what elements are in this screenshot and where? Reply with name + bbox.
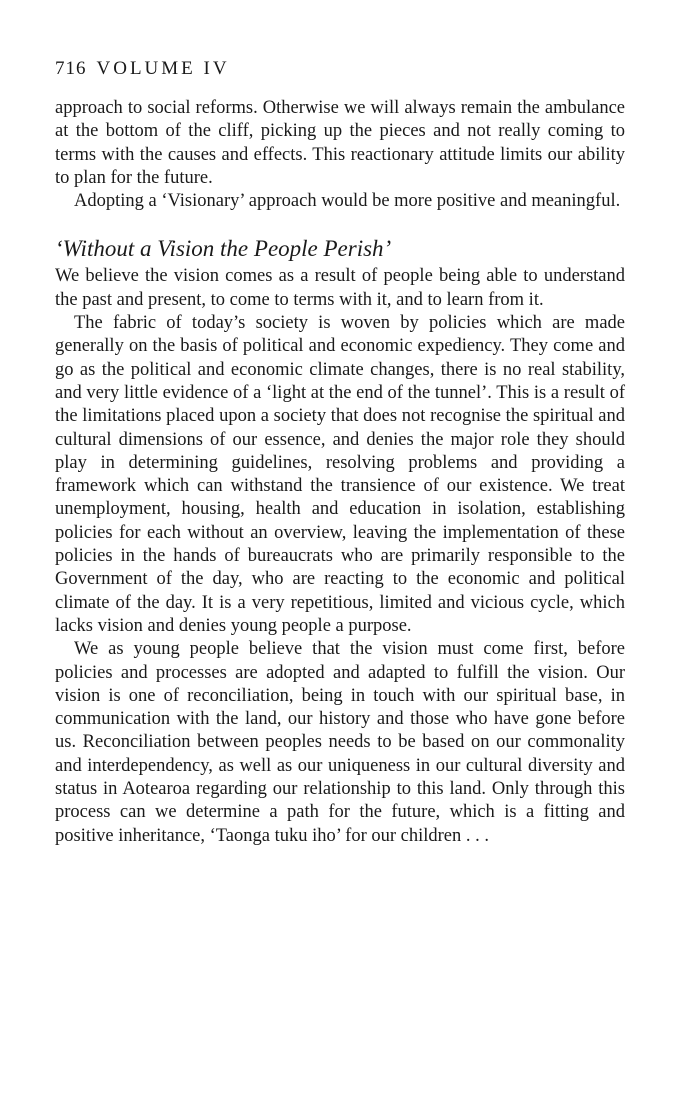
page-number: 716 — [55, 58, 87, 79]
running-head — [55, 55, 625, 83]
paragraph: We as young people believe that the vision must come first, before policies and processes are adopted and adapted to fulfill the vision. Our vision is one of reconciliation, being in touch with our spiritual base, in communication with the land, our history and those who have gone before us. Reconciliation between peoples needs to be based on our commonality and interdependency, as well as our uniqueness in our cultural diversity and status in Aotearoa regarding our relationship to this land. Only through this process can we determine a path for the future, which is a fitting and positive inheritance, ‘Taonga tuku iho’ for our children . . . — [55, 639, 625, 846]
paragraph-continued: approach to social reforms. Otherwise we will always remain the ambulance at the bottom of the cliff, picking up the pieces and not really coming to terms with the causes and effects. This reactionary attitude limits our ability to plan for the future. — [55, 98, 625, 188]
volume-title: VOLUME IV — [96, 58, 230, 79]
book-page — [55, 55, 625, 848]
section-heading: ‘Without a Vision the People Perish’ — [55, 236, 392, 262]
paragraph: The fabric of today’s society is woven by policies which are made generally on the basis of political and economic expediency. They come and go as the political and economic climate changes, there is no real stability, and very little evidence of a ‘light at the end of the tunnel’. This is a result of the limitations placed upon a society that does not recognise the spiritual and cultural dimensions of our essence, and denies the major role they should play in determining guidelines, resolving problems and providing a framework which can withstand the transience of our existence. We treat unemployment, housing, health and education in isolation, establishing policies for each without an overview, leaving the implementation of these policies in the hands of bureaucrats who are primarily responsible to the Government of the day, who are reacting to the economic and political climate of the day. It is a very repetitious, limited and vicious cycle, which lacks vision and denies young people a purpose. — [55, 313, 625, 636]
paragraph: Adopting a ‘Visionary’ approach would be more positive and meaningful. — [74, 191, 621, 212]
paragraph: We believe the vision comes as a result of people being able to understand the past and present, to come to terms with it, and to learn from it. — [55, 266, 625, 310]
